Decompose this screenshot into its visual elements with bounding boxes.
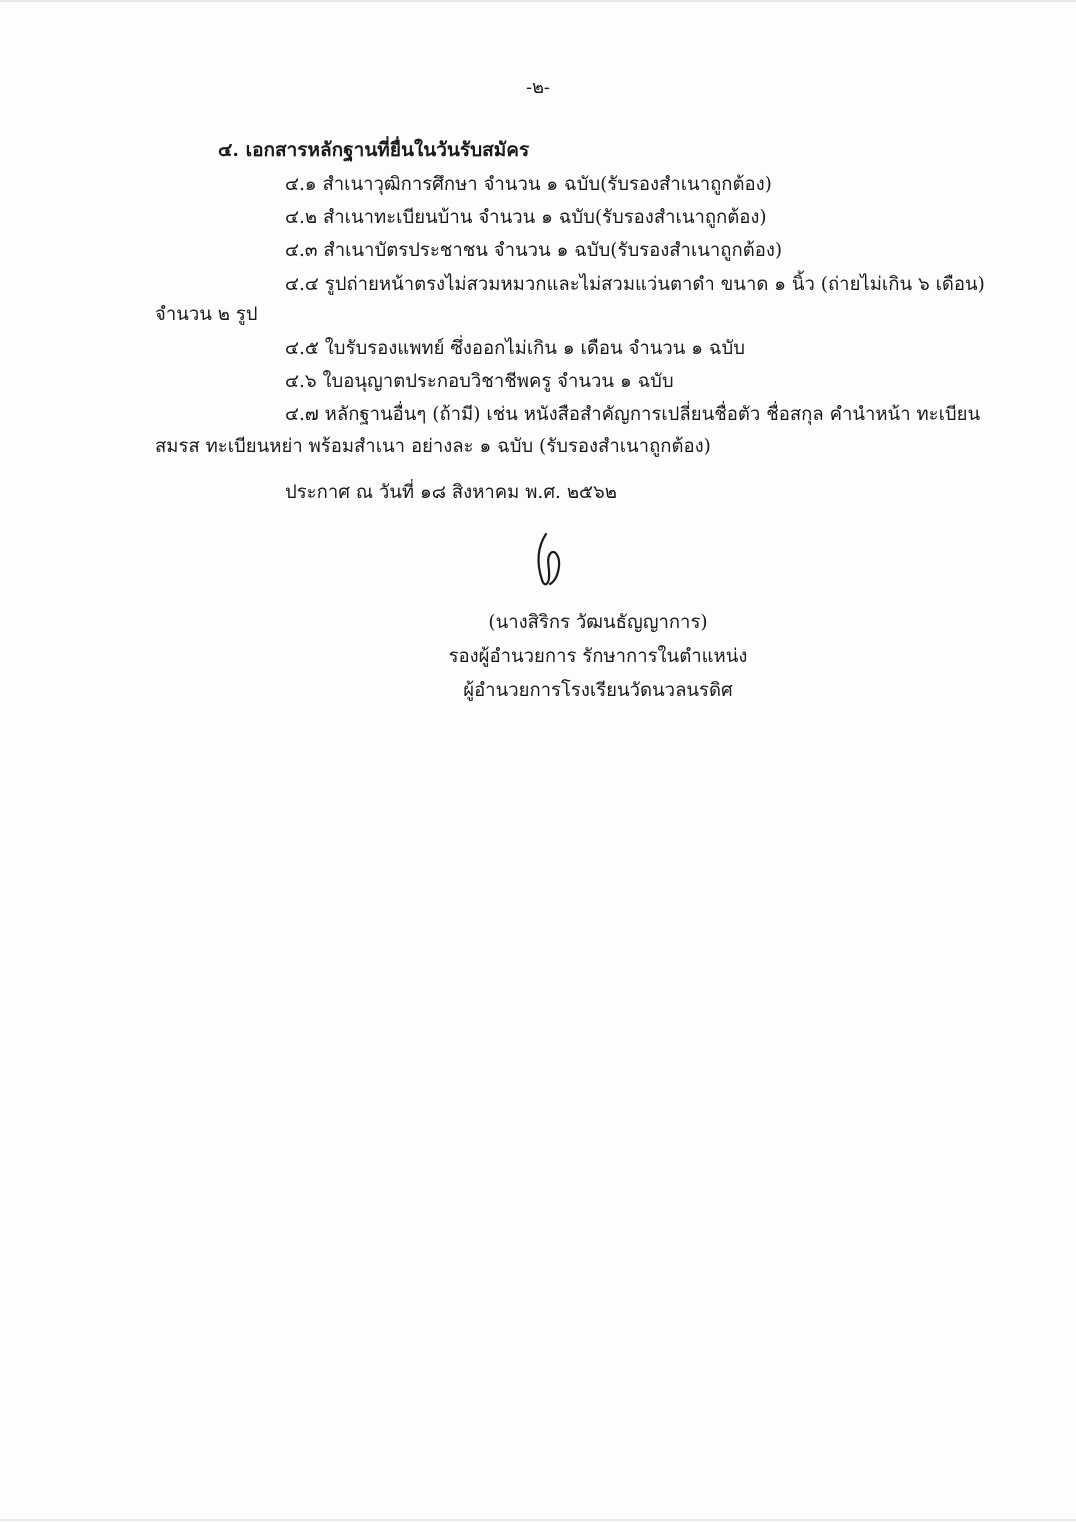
announcement-date: ประกาศ ณ วันที่ ๑๘ สิงหาคม พ.ศ. ๒๕๖๒ bbox=[285, 482, 617, 503]
scan-top-edge bbox=[0, 0, 1076, 2]
document-item-4-3: ๔.๓ สำเนาบัตรประชาชน จำนวน ๑ ฉบับ(รับรองสำเนาถูกต้อง) bbox=[285, 240, 783, 261]
document-item-4-1: ๔.๑ สำเนาวุฒิการศึกษา จำนวน ๑ ฉบับ(รับรองสำเนาถูกต้อง) bbox=[285, 174, 772, 195]
document-item-4-2: ๔.๒ สำเนาทะเบียนบ้าน จำนวน ๑ ฉบับ(รับรองสำเนาถูกต้อง) bbox=[285, 207, 767, 228]
document-item-4-4-continued: จำนวน ๒ รูป bbox=[155, 304, 258, 325]
document-item-4-5: ๔.๕ ใบรับรองแพทย์ ซึ่งออกไม่เกิน ๑ เดือน จำนวน ๑ ฉบับ bbox=[285, 338, 745, 359]
handwritten-signature bbox=[532, 532, 572, 588]
document-item-4-7: ๔.๗ หลักฐานอื่นๆ (ถ้ามี) เช่น หนังสือสำคัญการเปลี่ยนชื่อตัว ชื่อสกุล คำนำหน้า ทะเบียน bbox=[285, 404, 981, 425]
section-heading: ๔. เอกสารหลักฐานที่ยื่นในวันรับสมัคร bbox=[218, 139, 530, 161]
signatory-position-director: ผู้อำนวยการโรงเรียนวัดนวลนรดิศ bbox=[463, 680, 733, 701]
signatory-name: (นางสิริกร วัฒนธัญญาการ) bbox=[488, 612, 708, 633]
page-number: -๒- bbox=[525, 77, 551, 98]
scan-bottom-edge bbox=[0, 1519, 1076, 1521]
signatory-position-acting: รองผู้อำนวยการ รักษาการในตำแหน่ง bbox=[448, 646, 748, 667]
document-item-4-4: ๔.๔ รูปถ่ายหน้าตรงไม่สวมหมวกและไม่สวมแว่นตาดำ ขนาด ๑ นิ้ว (ถ่ายไม่เกิน ๖ เดือน) bbox=[285, 274, 985, 295]
document-item-4-6: ๔.๖ ใบอนุญาตประกอบวิชาชีพครู จำนวน ๑ ฉบับ bbox=[285, 371, 674, 392]
document-item-4-7-continued: สมรส ทะเบียนหย่า พร้อมสำเนา อย่างละ ๑ ฉบับ (รับรองสำเนาถูกต้อง) bbox=[155, 436, 711, 457]
